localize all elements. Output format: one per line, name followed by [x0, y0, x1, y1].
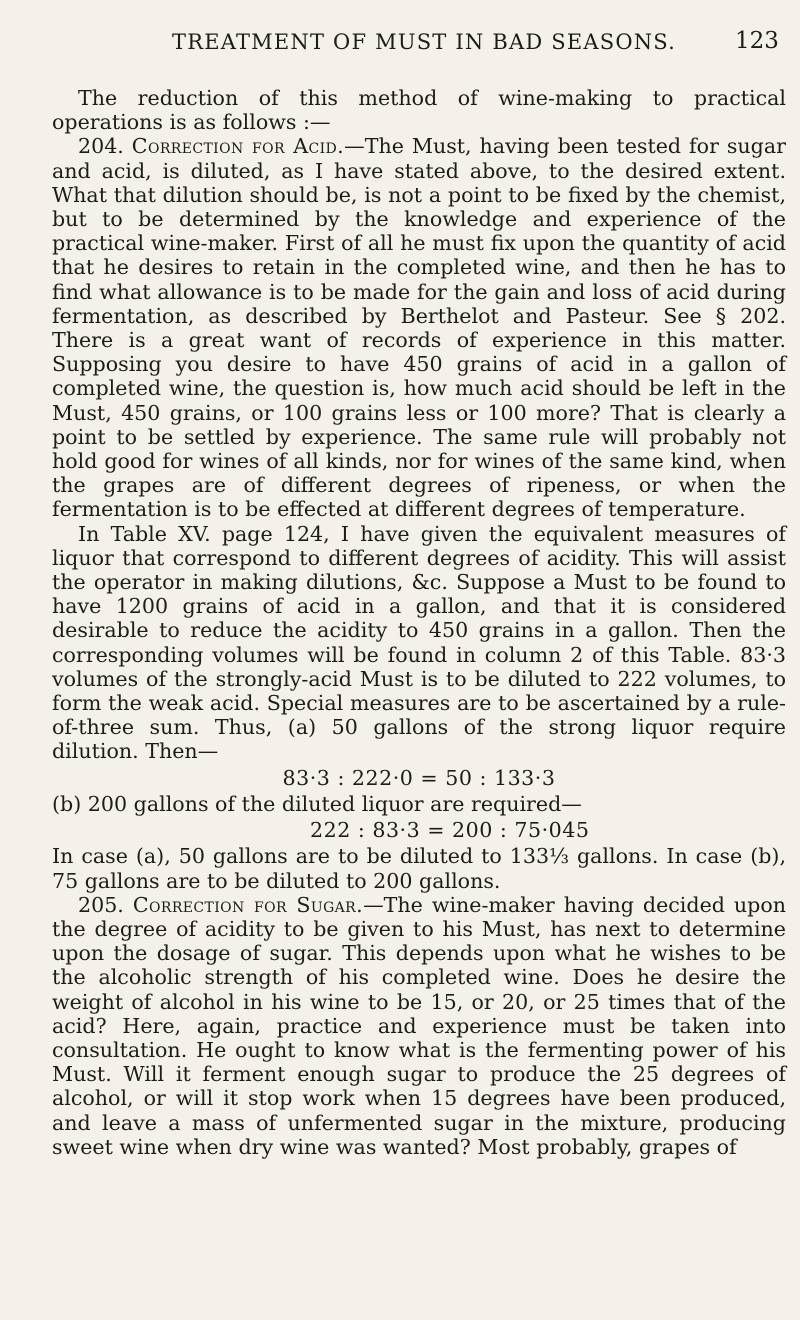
- section-204-text: —The Must, having been tested for sugar and acid, is diluted, as I have stated above, to the desired extent. What that dilution should be, is not a point to be fixed by the chemist, but to be determined by the knowledge and experience of the practical wine-maker. First of all he must fix upon the quantity of acid that he desires to retain in the completed wine, and then he has to find what allowance is to be made for the gain and loss of acid during fermentation, as described by Berthelot and Pasteur. See § 202. There is a great want of records of experience in this matter. Supposing you desire to have 450 grains of acid in a gallon of completed wine, the question is, how much acid should be left in the Must, 450 grains, or 100 grains less or 100 more? That is clearly a point to be settled by experience. The same rule will probably not hold good for wines of all kinds, nor for wines of the same kind, when the grapes are of different degrees of ripeness, or when the fermentation is to be effected at different degrees of temperature.: [52, 134, 786, 522]
- running-title: TREATMENT OF MUST IN BAD SEASONS.: [172, 30, 677, 54]
- case-b-paragraph: (b) 200 gallons of the diluted liquor are required—: [52, 791, 582, 816]
- page-header: [0, 22, 800, 62]
- section-204-number: 204.: [78, 134, 124, 159]
- section-205-paragraph: [52, 893, 786, 1159]
- section-204-paragraph: [52, 134, 786, 521]
- formula-a: 83·3 : 222·0 = 50 : 133·3: [282, 765, 556, 790]
- section-204-heading: Correction for Acid.: [131, 134, 345, 159]
- page-number: 123: [735, 28, 779, 54]
- cases-summary-paragraph: In case (a), 50 gallons are to be diluted to 133⅓ gallons. In case (b), 75 gallons are to be diluted to 200 gallons.: [52, 844, 786, 893]
- table-reference-paragraph: In Table XV. page 124, I have given the equivalent measures of liquor that correspond to different degrees of acidity. This will assist the operator in making dilutions, &c. Suppose a Must to be found to have 1200 grains of acid in a gallon, and that it is considered desirable to reduce the acidity to 450 grains in a gallon. Then the corresponding volumes will be found in column 2 of this Table. 83·3 volumes of the strongly-acid Must is to be diluted to 222 volumes, to form the weak acid. Special measures are to be ascertained by a rule-of-three sum. Thus, (a) 50 gallons of the strong liquor require dilution. Then—: [52, 521, 786, 764]
- formula-b: 222 : 83·3 = 200 : 75·045: [310, 818, 590, 843]
- body-text: [52, 86, 786, 1159]
- section-205-text: —The wine-maker having decided upon the degree of acidity to be given to his Must, has next to determine upon the dosage of sugar. This depends upon what he wishes to be the alcoholic strength of his completed wine. Does he desire the weight of alcohol in his wine to be 15, or 20, or 25 times that of the acid? Here, again, practice and experience must be taken into consultation. He ought to know what is the fermenting power of his Must. Will it ferment enough sugar to produce the 25 degrees of alcohol, or will it stop work when 15 degrees have been produced, and leave a mass of unfermented sugar in the mixture, producing sweet wine when dry wine was wanted? Most probably, grapes of: [52, 892, 787, 1159]
- intro-paragraph: The reduction of this method of wine-making to practical operations is as follows :—: [52, 86, 786, 135]
- section-205-number: 205.: [78, 892, 124, 917]
- section-205-heading: Correction for Sugar.: [132, 892, 364, 917]
